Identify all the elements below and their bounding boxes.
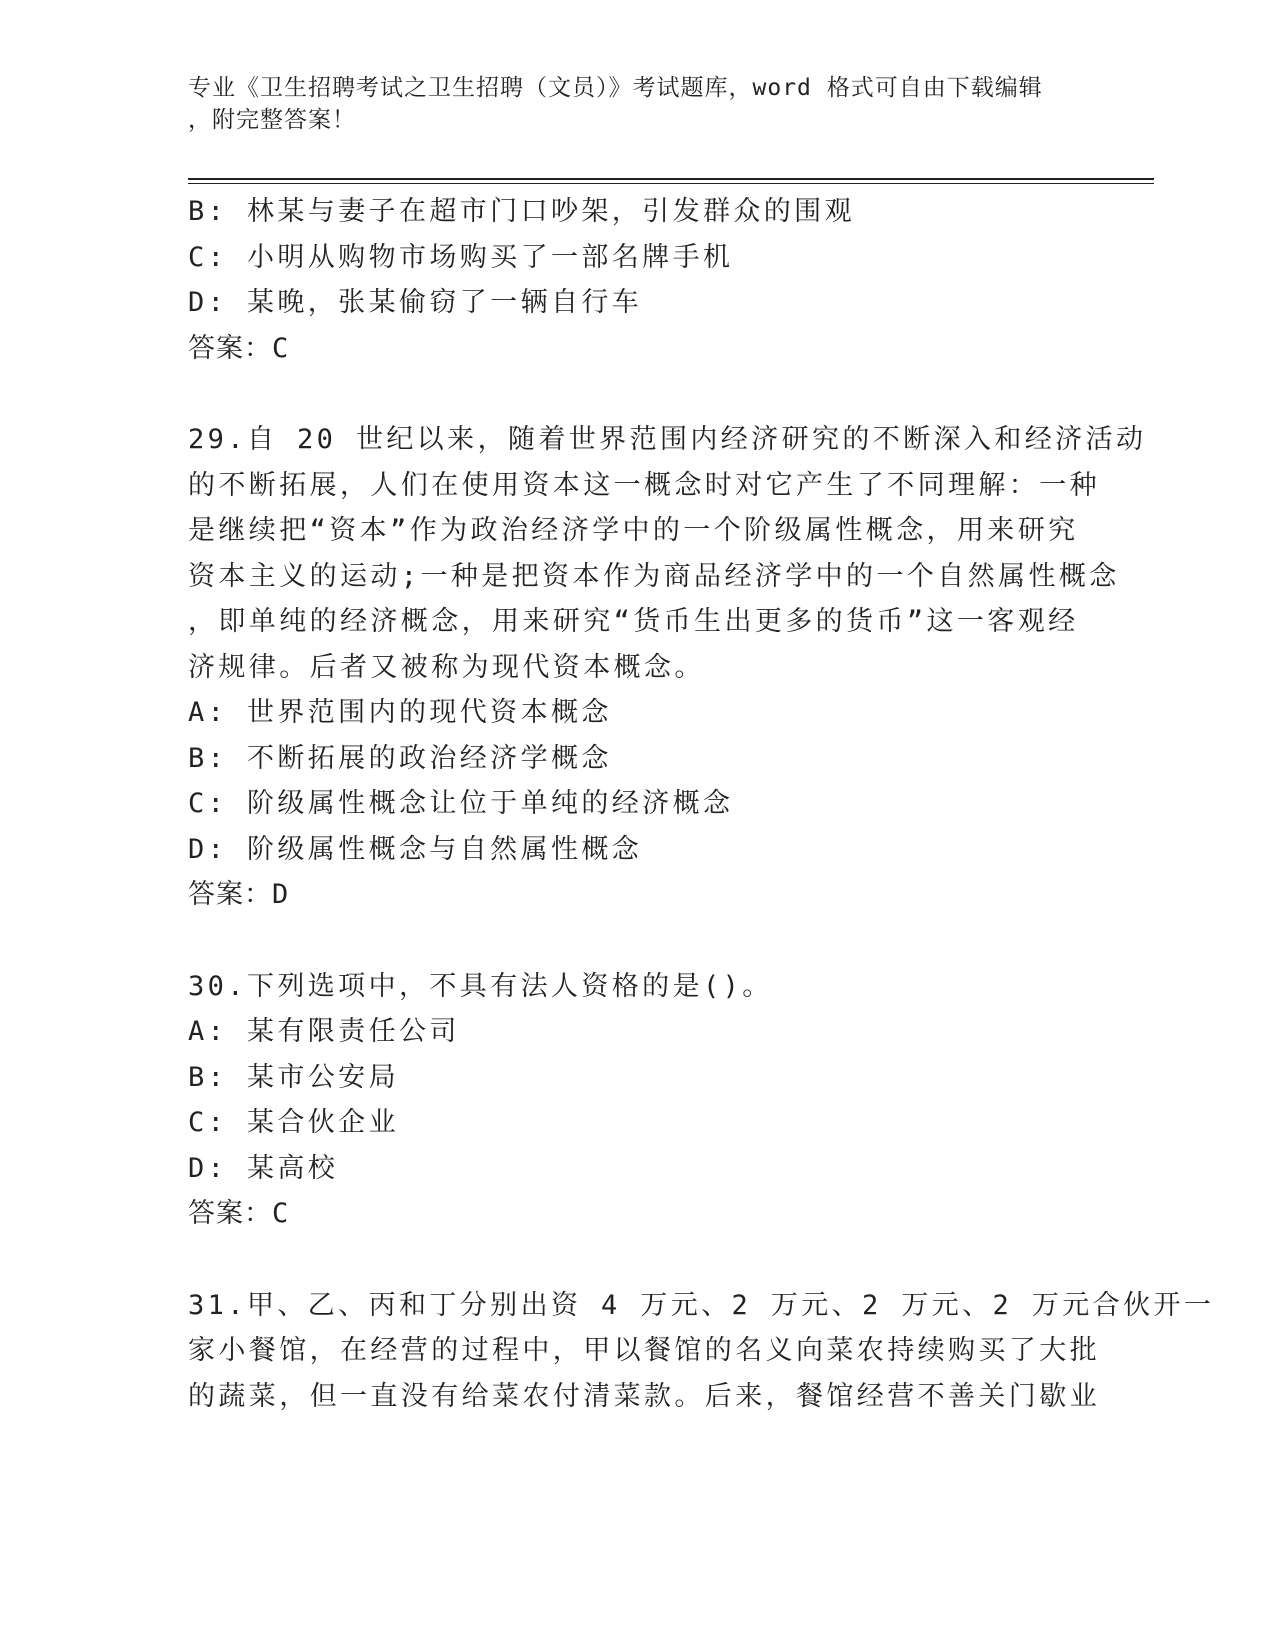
- option-b: B: 某市公安局: [188, 1061, 399, 1093]
- option-b: B: 不断拓展的政治经济学概念: [188, 742, 612, 774]
- answer-label: 答案：: [188, 332, 272, 364]
- option-a: A: 世界范围内的现代资本概念: [188, 697, 612, 728]
- question-gap: [188, 371, 1088, 417]
- header-line-2: ，附完整答案！: [188, 107, 356, 133]
- answer-value: C: [272, 332, 290, 364]
- answer: [188, 326, 1088, 372]
- answer: [188, 1191, 1088, 1237]
- question-stem-line: 的蔬菜，但一直没有给菜农付清菜款。后来，餐馆经营不善关门歇业: [188, 1380, 1100, 1412]
- question-stem-line: 济规律。后者又被称为现代资本概念。: [188, 651, 705, 683]
- answer: [188, 872, 1088, 918]
- header-divider-thin: [188, 183, 1154, 184]
- question-stem-line: 家小餐馆，在经营的过程中，甲以餐馆的名义向菜农持续购买了大批: [188, 1335, 1100, 1366]
- option-d: D: 某高校: [188, 1152, 339, 1184]
- answer-label: 答案：: [188, 1198, 272, 1229]
- option-d: D: 某晚，张某偷窃了一辆自行车: [188, 287, 643, 318]
- document-body: [188, 189, 1215, 1419]
- header-line-1: 专业《卫生招聘考试之卫生招聘（文员）》考试题库，word 格式可自由下载编辑: [188, 75, 1043, 101]
- question-stem-line: 30.下列选项中，不具有法人资格的是()。: [188, 970, 773, 1002]
- question-stem-line: 资本主义的运动;一种是把资本作为商品经济学中的一个自然属性概念: [188, 560, 1120, 592]
- answer-value: C: [272, 1198, 290, 1229]
- option-d: D: 阶级属性概念与自然属性概念: [188, 833, 643, 865]
- document-header: [188, 72, 1068, 136]
- answer-label: 答案：: [188, 879, 272, 910]
- question-28-tail: [188, 189, 1088, 371]
- option-c: C: 小明从购物市场购买了一部名牌手机: [188, 241, 734, 273]
- option-c: C: 某合伙企业: [188, 1107, 399, 1138]
- question-stem-line: 29.自 20 世纪以来，随着世界范围内经济研究的不断深入和经济活动: [188, 424, 1147, 455]
- answer-value: D: [272, 879, 290, 910]
- question-29: [188, 417, 1147, 918]
- question-stem-line: 31.甲、乙、丙和丁分别出资 4 万元、2 万元、2 万元、2 万元合伙开一: [188, 1289, 1215, 1321]
- question-stem-line: 的不断拓展，人们在使用资本这一概念时对它产生了不同理解：一种: [188, 469, 1100, 501]
- question-stem-line: 是继续把“资本”作为政治经济学中的一个阶级属性概念，用来研究: [188, 515, 1079, 546]
- option-c: C: 阶级属性概念让位于单纯的经济概念: [188, 788, 734, 819]
- question-30: [188, 964, 1088, 1237]
- question-gap: [188, 918, 1088, 964]
- question-stem-line: ，即单纯的经济概念，用来研究“货币生出更多的货币”这一客观经: [188, 606, 1079, 637]
- option-a: A: 某有限责任公司: [188, 1016, 460, 1047]
- option-b: B: 林某与妻子在超市门口吵架，引发群众的围观: [188, 196, 855, 227]
- question-31: [188, 1283, 1215, 1420]
- header-divider-thick: [188, 178, 1154, 180]
- question-gap: [188, 1237, 1088, 1283]
